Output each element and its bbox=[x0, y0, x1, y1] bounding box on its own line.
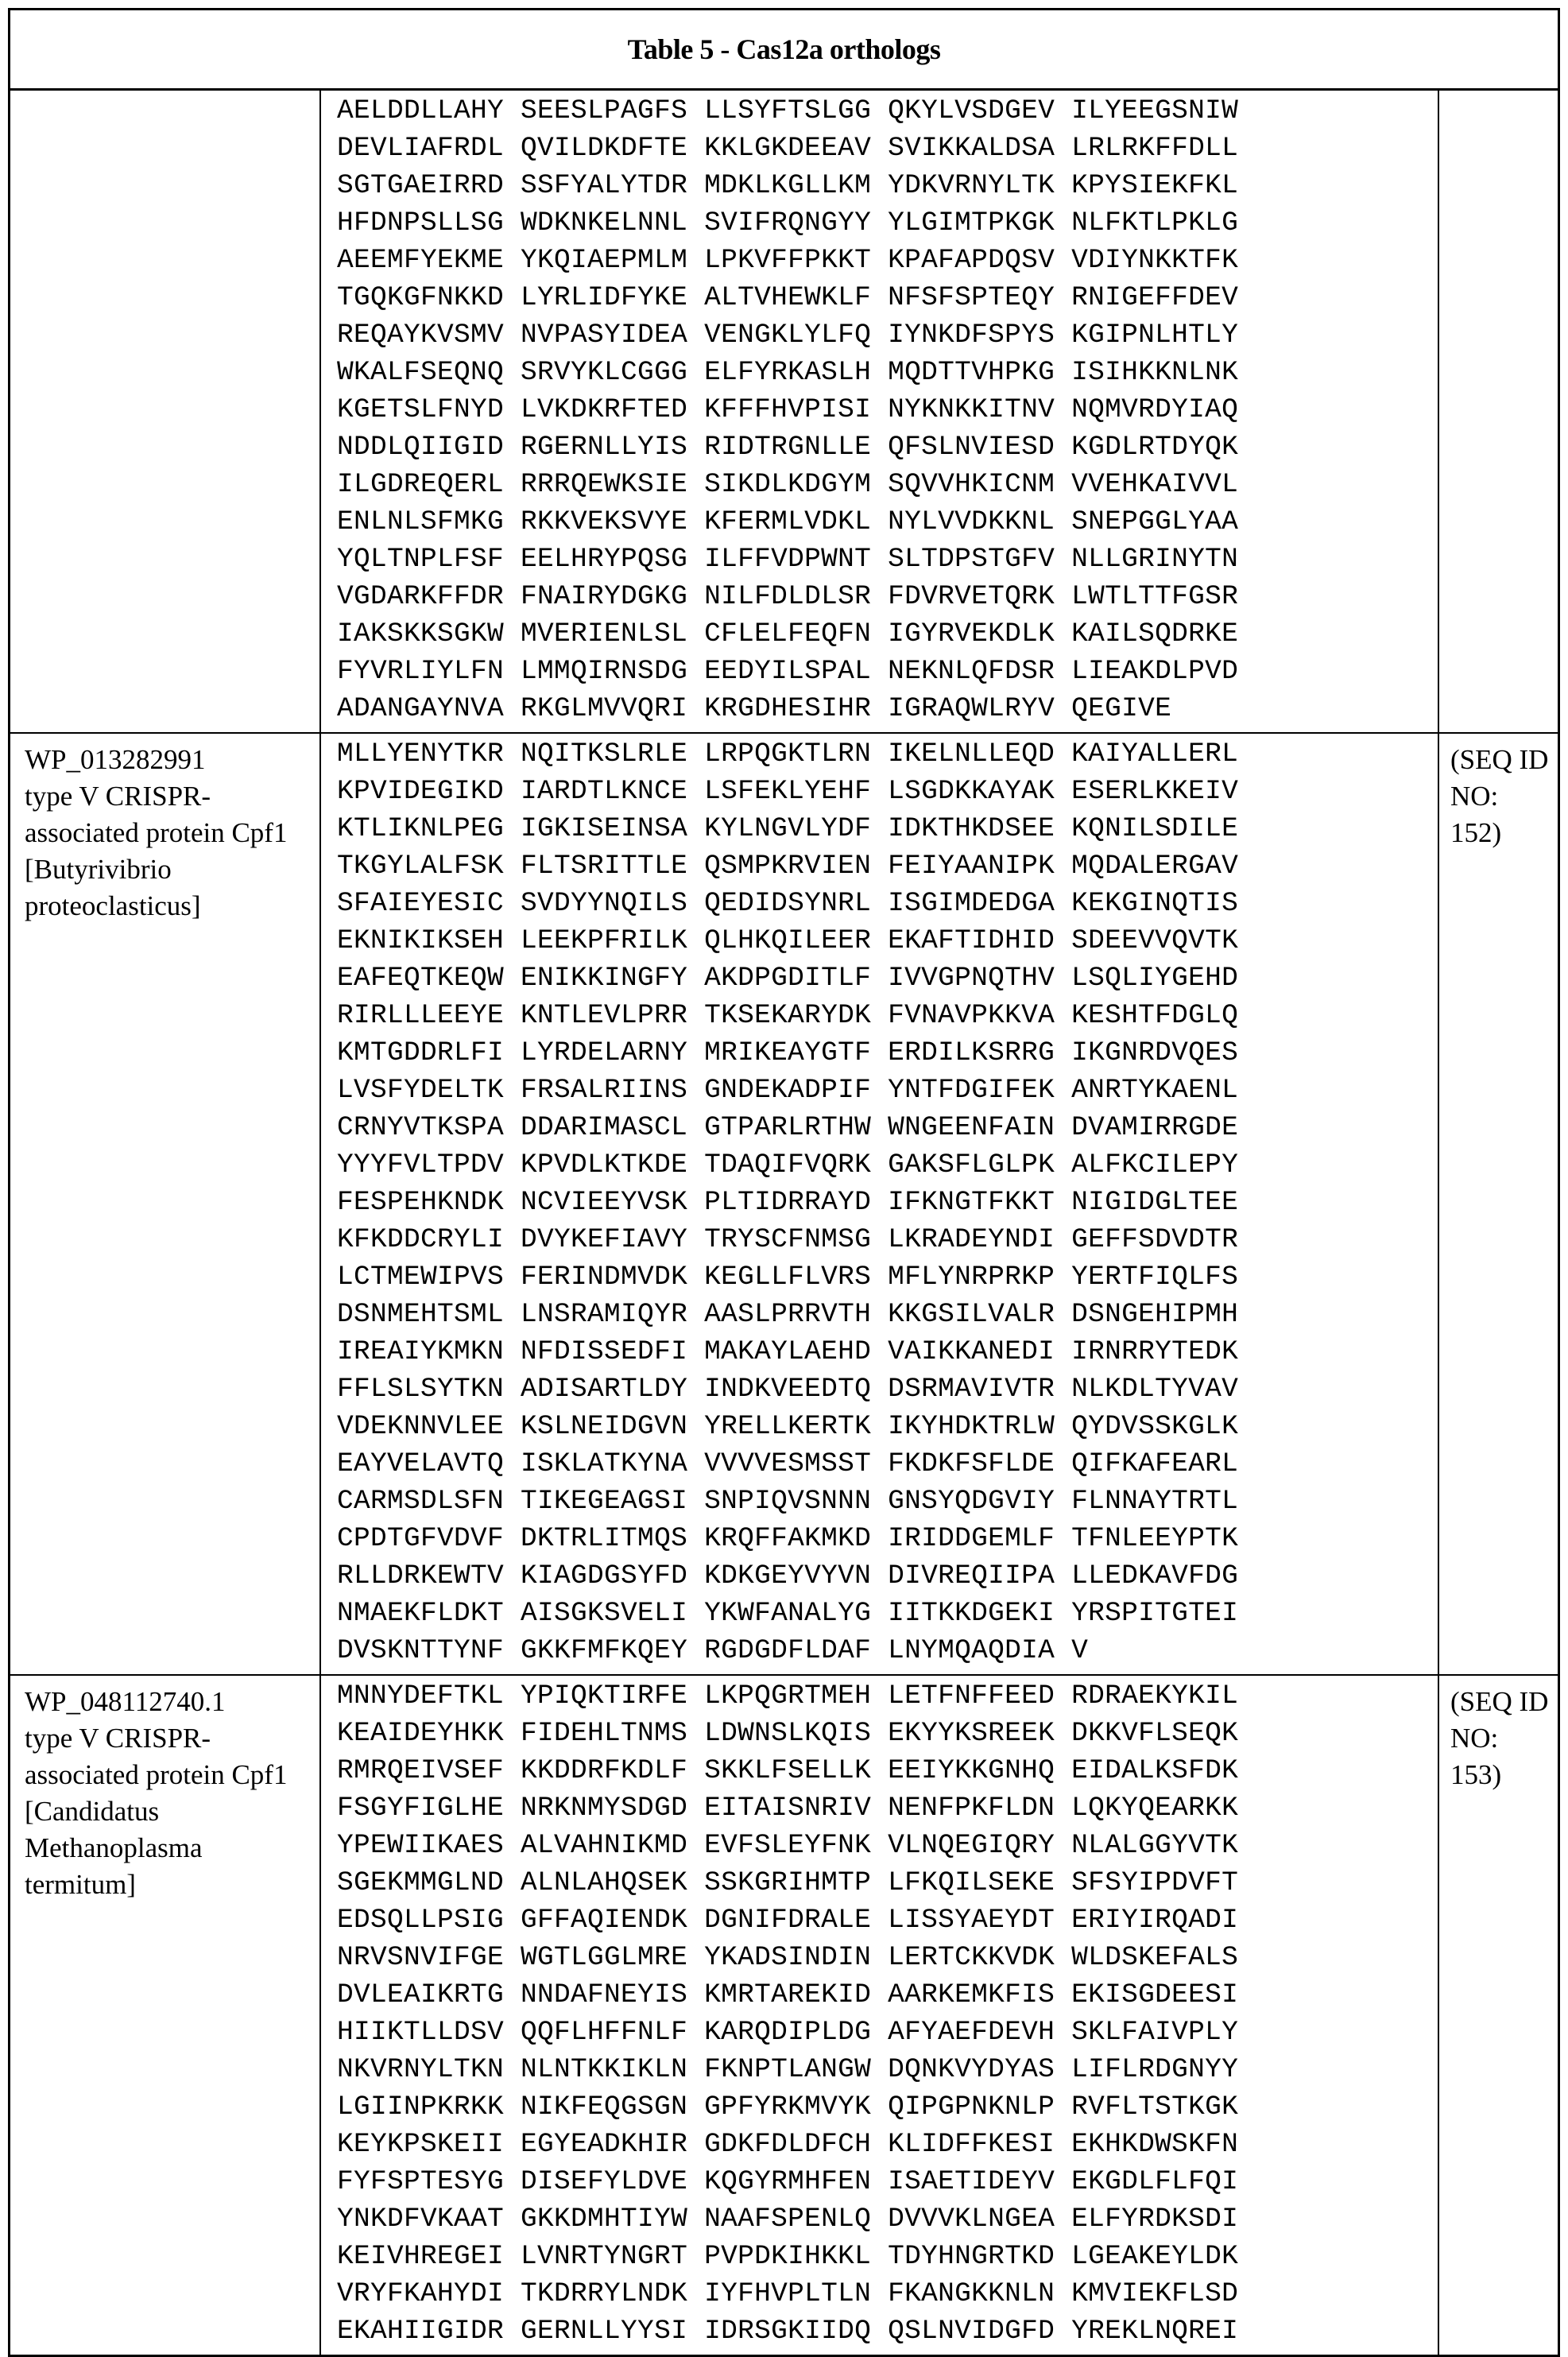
sequence-line: ENLNLSFMKG RKKVEKSVYE KFERMLVDKL NYLVVDKKNL SNEPGGLYAA bbox=[337, 506, 1239, 537]
sequence-line: CRNYVTKSPA DDARIMASCL GTPARLRTHW WNGEENFAIN DVAMIRRGDE bbox=[337, 1112, 1239, 1143]
sequence-line: RIRLLLEEYE KNTLEVLPRR TKSEKARYDK FVNAVPKKVA KESHTFDGLQ bbox=[337, 1000, 1239, 1031]
sequence-line: NDDLQIIGID RGERNLLYIS RIDTRGNLLE QFSLNVIESD KGDLRTDYQK bbox=[337, 432, 1239, 463]
sequence-line: KFKDDCRYLI DVYKEFIAVY TRYSCFNMSG LKRADEYNDI GEFFSDVDTR bbox=[337, 1224, 1239, 1255]
accession-number: WP_013282991 bbox=[25, 744, 206, 775]
accession-cell bbox=[10, 91, 321, 732]
seq-id-cell bbox=[1439, 91, 1558, 732]
sequence-line: LCTMEWIPVS FERINDMVDK KEGLLFLVRS MFLYNRPRKP YERTFIQLFS bbox=[337, 1262, 1239, 1293]
sequence-line: MNNYDEFTKL YPIQKTIRFE LKPQGRTMEH LETFNFFEED RDRAEKYKIL bbox=[337, 1681, 1239, 1712]
sequence-line: HFDNPSLLSG WDKNKELNNL SVIFRQNGYY YLGIMTPKGK NLFKTLPKLG bbox=[337, 207, 1239, 238]
sequence-cell bbox=[321, 734, 1439, 1674]
table-row bbox=[10, 1674, 1558, 2355]
sequence-line: NMAEKFLDKT AISGKSVELI YKWFANALYG IITKKDGEKI YRSPITGTEI bbox=[337, 1598, 1239, 1629]
sequence-cell bbox=[321, 91, 1439, 732]
accession-cell bbox=[10, 1676, 321, 2355]
sequence-line: FESPEHKNDK NCVIEEYVSK PLTIDRRAYD IFKNGTFKKT NIGIDGLTEE bbox=[337, 1187, 1239, 1218]
sequence-line: KGETSLFNYD LVKDKRFTED KFFFHVPISI NYKNKKITNV NQMVRDYIAQ bbox=[337, 394, 1239, 425]
accession-cell bbox=[10, 734, 321, 1674]
sequence-line: FSGYFIGLHE NRKNMYSDGD EITAISNRIV NENFPKFLDN LQKYQEARKK bbox=[337, 1793, 1239, 1824]
sequence-line: RMRQEIVSEF KKDDRFKDLF SKKLFSELLK EEIYKKGNHQ EIDALKSFDK bbox=[337, 1755, 1239, 1786]
sequence-line: ILGDREQERL RRRQEWKSIE SIKDLKDGYM SQVVHKICNM VVEHKAIVVL bbox=[337, 469, 1239, 500]
sequence-line: DVSKNTTYNF GKKFMFKQEY RGDGDFLDAF LNYMQAQDIA V bbox=[337, 1635, 1089, 1666]
sequence-line: FYVRLIYLFN LMMQIRNSDG EEDYILSPAL NEKNLQFDSR LIEAKDLPVD bbox=[337, 656, 1239, 687]
sequence-line: CARMSDLSFN TIKEGEAGSI SNPIQVSNNN GNSYQDGVIY FLNNAYTRTL bbox=[337, 1486, 1239, 1517]
sequence-cell bbox=[321, 1676, 1439, 2355]
sequence-line: REQAYKVSMV NVPASYIDEA VENGKLYLFQ IYNKDFSPYS KGIPNLHTLY bbox=[337, 320, 1239, 351]
table-body bbox=[10, 91, 1558, 2355]
sequence-line: YQLTNPLFSF EELHRYPQSG ILFFVDPWNT SLTDPSTGFV NLLGRINYTN bbox=[337, 544, 1239, 575]
sequence-line: EKAHIIGIDR GERNLLYYSI IDRSGKIIDQ QSLNVIDGFD YREKLNQREI bbox=[337, 2316, 1239, 2347]
sequence-line: DSNMEHTSML LNSRAMIQYR AASLPRRVTH KKGSILVALR DSNGEHIPMH bbox=[337, 1299, 1239, 1330]
sequence-line: EDSQLLPSIG GFFAQIENDK DGNIFDRALE LISSYAEYDT ERIYIRQADI bbox=[337, 1905, 1239, 1936]
sequence-line: KEAIDEYHKK FIDEHLTNMS LDWNSLKQIS EKYYKSREEK DKKVFLSEQK bbox=[337, 1718, 1239, 1749]
sequence-line: TGQKGFNKKD LYRLIDFYKE ALTVHEWKLF NFSFSPTEQY RNIGEFFDEV bbox=[337, 282, 1239, 313]
sequence-line: SFAIEYESIC SVDYYNQILS QEDIDSYNRL ISGIMDEDGA KEKGINQTIS bbox=[337, 888, 1239, 919]
sequence-line: IAKSKKSGKW MVERIENLSL CFLELFEQFN IGYRVEKDLK KAILSQDRKE bbox=[337, 618, 1239, 649]
sequence-line: YYYFVLTPDV KPVDLKTKDE TDAQIFVQRK GAKSFLGLPK ALFKCILEPY bbox=[337, 1149, 1239, 1180]
sequence-line: VRYFKAHYDI TKDRRYLNDK IYFHVPLTLN FKANGKKNLN KMVIEKFLSD bbox=[337, 2278, 1239, 2309]
protein-description: type V CRISPR-associated protein Cpf1 [Candidatus Methanoplasma termitum] bbox=[25, 1723, 288, 1900]
seq-id-cell bbox=[1439, 1676, 1558, 2355]
sequence-line: FYFSPTESYG DISEFYLDVE KQGYRMHFEN ISAETIDEYV EKGDLFLFQI bbox=[337, 2166, 1239, 2197]
sequence-line: IREAIYKMKN NFDISSEDFI MAKAYLAEHD VAIKKANEDI IRNRRYTEDK bbox=[337, 1336, 1239, 1367]
sequence-line: AELDDLLAHY SEESLPAGFS LLSYFTSLGG QKYLVSDGEV ILYEEGSNIW bbox=[337, 95, 1239, 126]
sequence-line: DEVLIAFRDL QVILDKDFTE KKLGKDEEAV SVIKKALDSA LRLRKFFDLL bbox=[337, 133, 1239, 164]
sequence-line: WKALFSEQNQ SRVYKLCGGG ELFYRKASLH MQDTTVHPKG ISIHKKNLNK bbox=[337, 357, 1239, 388]
sequence-line: YNKDFVKAAT GKKDMHTIYW NAAFSPENLQ DVVVKLNGEA ELFYRDKSDI bbox=[337, 2204, 1239, 2235]
sequence-line: EKNIKIKSEH LEEKPFRILK QLHKQILEER EKAFTIDHID SDEEVVQVTK bbox=[337, 925, 1239, 956]
table-title-row bbox=[10, 10, 1558, 91]
cas12a-orthologs-table bbox=[8, 8, 1560, 2357]
sequence-line: MLLYENYTKR NQITKSLRLE LRPQGKTLRN IKELNLLEQD KAIYALLERL bbox=[337, 739, 1239, 770]
sequence-line: TKGYLALFSK FLTSRITTLE QSMPKRVIEN FEIYAANIPK MQDALERGAV bbox=[337, 851, 1239, 882]
sequence-line: KMTGDDRLFI LYRDELARNY MRIKEAYGTF ERDILKSRRG IKGNRDVQES bbox=[337, 1037, 1239, 1068]
sequence-line: NKVRNYLTKN NLNTKKIKLN FKNPTLANGW DQNKVYDYAS LIFLRDGNYY bbox=[337, 2054, 1239, 2085]
sequence-line: KTLIKNLPEG IGKISEINSA KYLNGVLYDF IDKTHKDSEE KQNILSDILE bbox=[337, 813, 1239, 844]
sequence-line: SGEKMMGLND ALNLAHQSEK SSKGRIHMTP LFKQILSEKE SFSYIPDVFT bbox=[337, 1867, 1239, 1898]
table-row bbox=[10, 91, 1558, 732]
seq-id-label: (SEQ ID NO: 153) bbox=[1450, 1686, 1549, 1790]
sequence-line: SGTGAEIRRD SSFYALYTDR MDKLKGLLKM YDKVRNYLTK KPYSIEKFKL bbox=[337, 170, 1239, 201]
seq-id-cell bbox=[1439, 734, 1558, 1674]
table-title: Table 5 - Cas12a orthologs bbox=[627, 33, 941, 65]
protein-description: type V CRISPR-associated protein Cpf1 [Butyrivibrio proteoclasticus] bbox=[25, 781, 288, 921]
sequence-line: LGIINPKRKK NIKFEQGSGN GPFYRKMVYK QIPGPNKNLP RVFLTSTKGK bbox=[337, 2091, 1239, 2122]
sequence-line: VDEKNNVLEE KSLNEIDGVN YRELLKERTK IKYHDKTRLW QYDVSSKGLK bbox=[337, 1411, 1239, 1442]
sequence-line: NRVSNVIFGE WGTLGGLMRE YKADSINDIN LERTCKKVDK WLDSKEFALS bbox=[337, 1942, 1239, 1973]
sequence-line: ADANGAYNVA RKGLMVVQRI KRGDHESIHR IGRAQWLRYV QEGIVE bbox=[337, 693, 1172, 724]
sequence-line: KPVIDEGIKD IARDTLKNCE LSFEKLYEHF LSGDKKAYAK ESERLKKEIV bbox=[337, 776, 1239, 807]
sequence-line: EAYVELAVTQ ISKLATKYNA VVVVESMSST FKDKFSFLDE QIFKAFEARL bbox=[337, 1448, 1239, 1479]
sequence-line: LVSFYDELTK FRSALRIINS GNDEKADPIF YNTFDGIFEK ANRTYKAENL bbox=[337, 1075, 1239, 1106]
sequence-line: YPEWIIKAES ALVAHNIKMD EVFSLEYFNK VLNQEGIQRY NLALGGYVTK bbox=[337, 1830, 1239, 1861]
sequence-line: AEEMFYEKME YKQIAEPMLM LPKVFFPKKT KPAFAPDQSV VDIYNKKTFK bbox=[337, 245, 1239, 276]
sequence-line: FFLSLSYTKN ADISARTLDY INDKVEEDTQ DSRMAVIVTR NLKDLTYVAV bbox=[337, 1374, 1239, 1405]
table-row bbox=[10, 732, 1558, 1674]
sequence-line: VGDARKFFDR FNAIRYDGKG NILFDLDLSR FDVRVETQRK LWTLTTFGSR bbox=[337, 581, 1239, 612]
sequence-line: DVLEAIKRTG NNDAFNEYIS KMRTAREKID AARKEMKFIS EKISGDEESI bbox=[337, 1979, 1239, 2010]
sequence-line: CPDTGFVDVF DKTRLITMQS KRQFFAKMKD IRIDDGEMLF TFNLEEYPTK bbox=[337, 1523, 1239, 1554]
sequence-line: RLLDRKEWTV KIAGDGSYFD KDKGEYVYVN DIVREQIIPA LLEDKAVFDG bbox=[337, 1560, 1239, 1591]
seq-id-label: (SEQ ID NO: 152) bbox=[1450, 744, 1549, 848]
sequence-line: KEIVHREGEI LVNRTYNGRT PVPDKIHKKL TDYHNGRTKD LGEAKEYLDK bbox=[337, 2241, 1239, 2272]
sequence-line: HIIKTLLDSV QQFLHFFNLF KARQDIPLDG AFYAEFDEVH SKLFAIVPLY bbox=[337, 2017, 1239, 2048]
sequence-line: EAFEQTKEQW ENIKKINGFY AKDPGDITLF IVVGPNQTHV LSQLIYGEHD bbox=[337, 963, 1239, 994]
sequence-line: KEYKPSKEII EGYEADKHIR GDKFDLDFCH KLIDFFKESI EKHKDWSKFN bbox=[337, 2129, 1239, 2160]
accession-number: WP_048112740.1 bbox=[25, 1686, 226, 1717]
